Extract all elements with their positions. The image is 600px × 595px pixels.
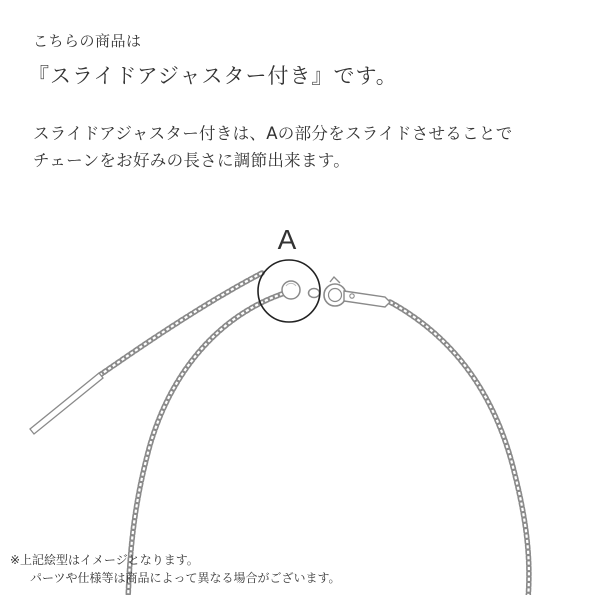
note-line-1: ※上記絵型はイメージとなります。 bbox=[10, 553, 199, 567]
intro-text: こちらの商品は bbox=[33, 32, 142, 50]
right-chain bbox=[390, 302, 529, 595]
note-line-2: パーツや仕様等は商品によって異なる場合がございます。 bbox=[30, 571, 341, 585]
necklace-diagram bbox=[0, 215, 600, 595]
spring-ring-clasp bbox=[324, 277, 346, 306]
slider-bead bbox=[282, 281, 300, 299]
description-line-2: チェーンをお好みの長さに調節出来ます。 bbox=[33, 151, 351, 170]
headline: 『スライドアジャスター付き』です。 bbox=[28, 64, 398, 88]
clasp-tab bbox=[344, 291, 390, 307]
notes bbox=[10, 551, 341, 587]
left-chain bbox=[100, 273, 262, 375]
connector-ring bbox=[309, 289, 320, 298]
point-a-label: A bbox=[277, 224, 297, 255]
description-line-1: スライドアジャスター付きは、Aの部分をスライドさせることで bbox=[33, 124, 513, 143]
description bbox=[33, 120, 513, 174]
extender-bar bbox=[30, 373, 103, 434]
